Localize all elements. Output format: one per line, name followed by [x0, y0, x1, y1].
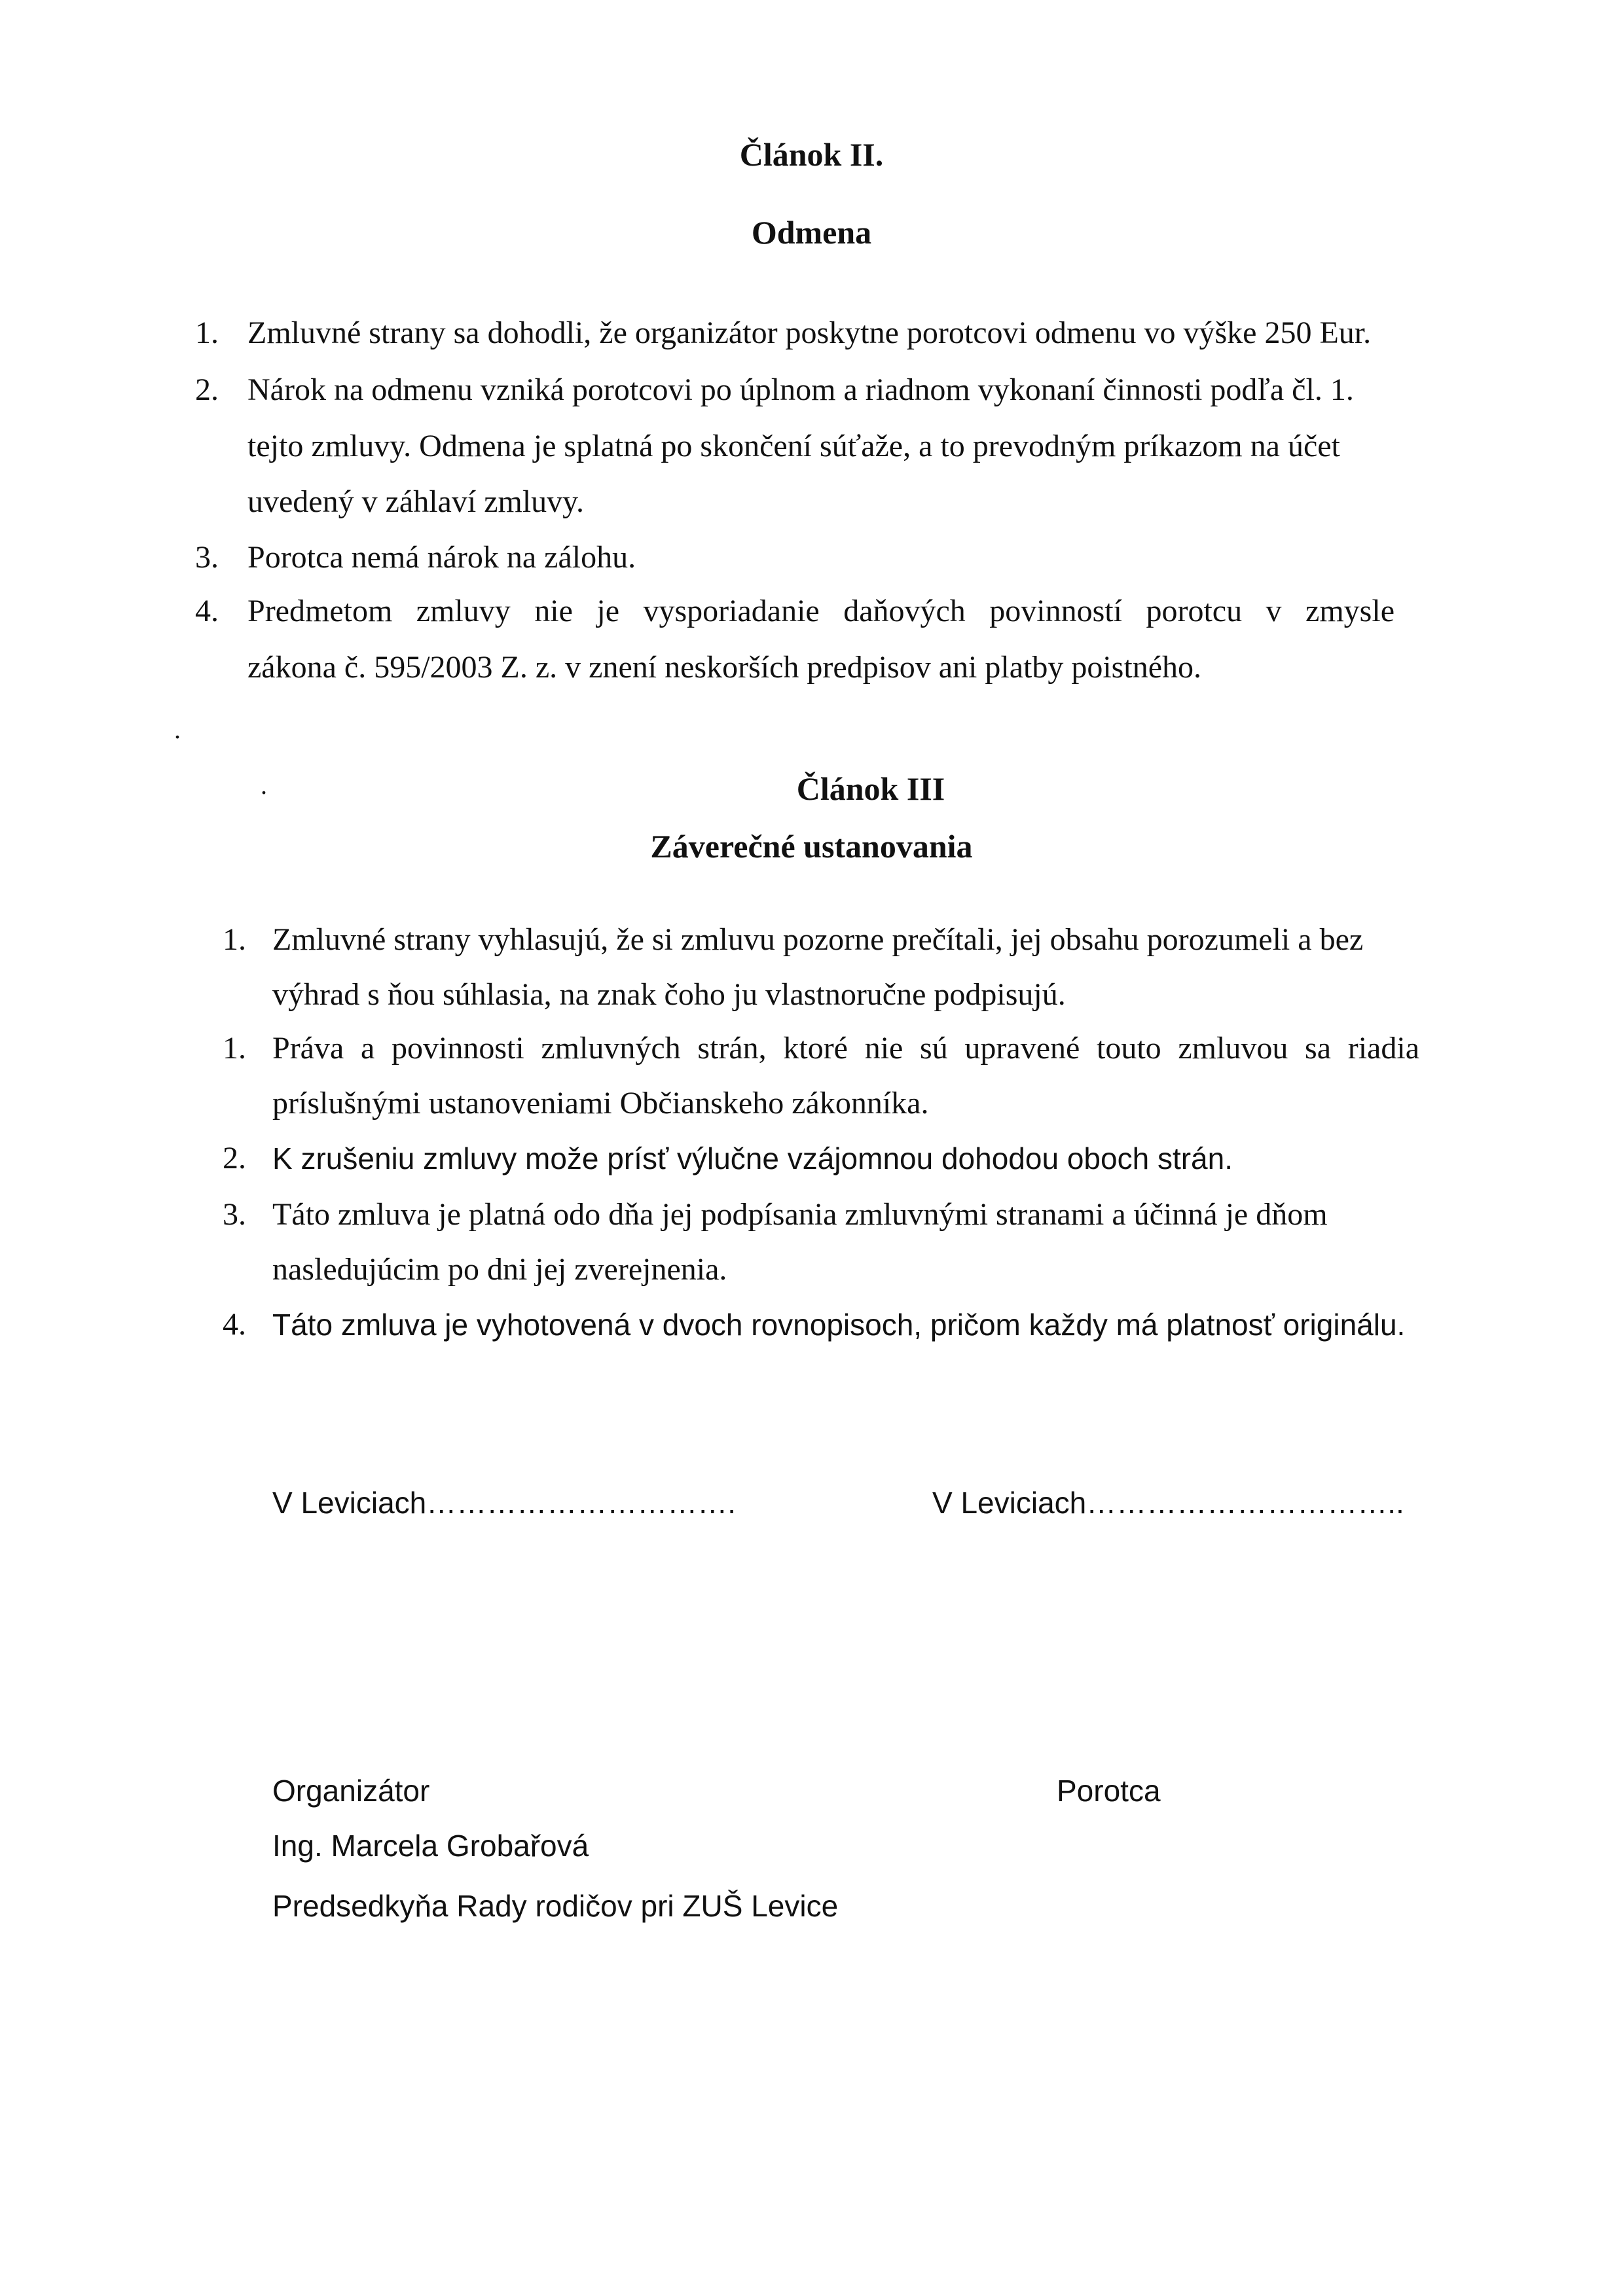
item-number: 1. [223, 1031, 246, 1066]
item-text: Zmluvné strany sa dohodli, že organizátor poskytne porotcovi odmenu vo výške 250 Eur. [247, 315, 1372, 350]
item-text: výhrad s ňou súhlasia, na znak čoho ju vlastnoručne podpisujú. [272, 977, 1066, 1012]
item-text: Táto zmluva je platná odo dňa jej podpísania zmluvnými stranami a účinná je dňom [272, 1197, 1328, 1232]
item-text: Porotca nemá nárok na zálohu. [247, 540, 636, 575]
item-text: Práva a povinnosti zmluvných strán, ktoré nie sú upravené touto zmluvou sa riadia [272, 1031, 1419, 1066]
place-right: V Leviciach………………………….. [932, 1486, 1404, 1520]
item-text: nasledujúcim po dni jej zverejnenia. [272, 1252, 727, 1287]
item-number: 4. [223, 1307, 246, 1342]
organizer-role: Predsedkyňa Rady rodičov pri ZUŠ Levice [272, 1889, 839, 1923]
item-text: Táto zmluva je vyhotovená v dvoch rovnopisoch, pričom každy má platnosť originálu. [272, 1308, 1406, 1342]
item-number: 2. [195, 372, 219, 407]
item-number: 3. [195, 540, 219, 575]
item-text: zákona č. 595/2003 Z. z. v znení neskorších predpisov ani platby poistného. [247, 650, 1201, 685]
article-3-title: Článok III [796, 770, 945, 807]
item-number: 2. [223, 1141, 246, 1175]
item-text: tejto zmluvy. Odmena je splatná po skončení súťaže, a to prevodným príkazom na účet [247, 429, 1340, 463]
organizer-name: Ing. Marcela Grobařová [272, 1829, 589, 1863]
stray-dot: . [174, 715, 181, 744]
item-text: K zrušeniu zmluvy može prísť výlučne vzájomnou dohodou oboch strán. [272, 1141, 1233, 1175]
item-text: Nárok na odmenu vzniká porotcovi po úplnom a riadnom vykonaní činnosti podľa čl. 1. [247, 372, 1354, 407]
article-2-title: Článok II. [739, 136, 884, 173]
organizer-label: Organizátor [272, 1774, 430, 1808]
article-3-subtitle: Záverečné ustanovania [650, 828, 973, 865]
stray-dot: . [261, 770, 267, 800]
juror-label: Porotca [1057, 1774, 1161, 1808]
item-text: uvedený v záhlaví zmluvy. [247, 484, 585, 519]
item-text: Predmetom zmluvy nie je vysporiadanie daňových povinností porotcu v zmysle [247, 594, 1395, 628]
item-number: 4. [195, 594, 219, 628]
article-2-subtitle: Odmena [751, 214, 872, 251]
item-number: 1. [223, 922, 246, 957]
place-left: V Leviciach…………………………. [272, 1486, 737, 1520]
item-number: 3. [223, 1197, 246, 1232]
item-text: príslušnými ustanoveniami Občianskeho zákonníka. [272, 1086, 929, 1121]
item-number: 1. [195, 315, 219, 350]
item-text: Zmluvné strany vyhlasujú, že si zmluvu pozorne prečítali, jej obsahu porozumeli a bez [272, 922, 1364, 957]
